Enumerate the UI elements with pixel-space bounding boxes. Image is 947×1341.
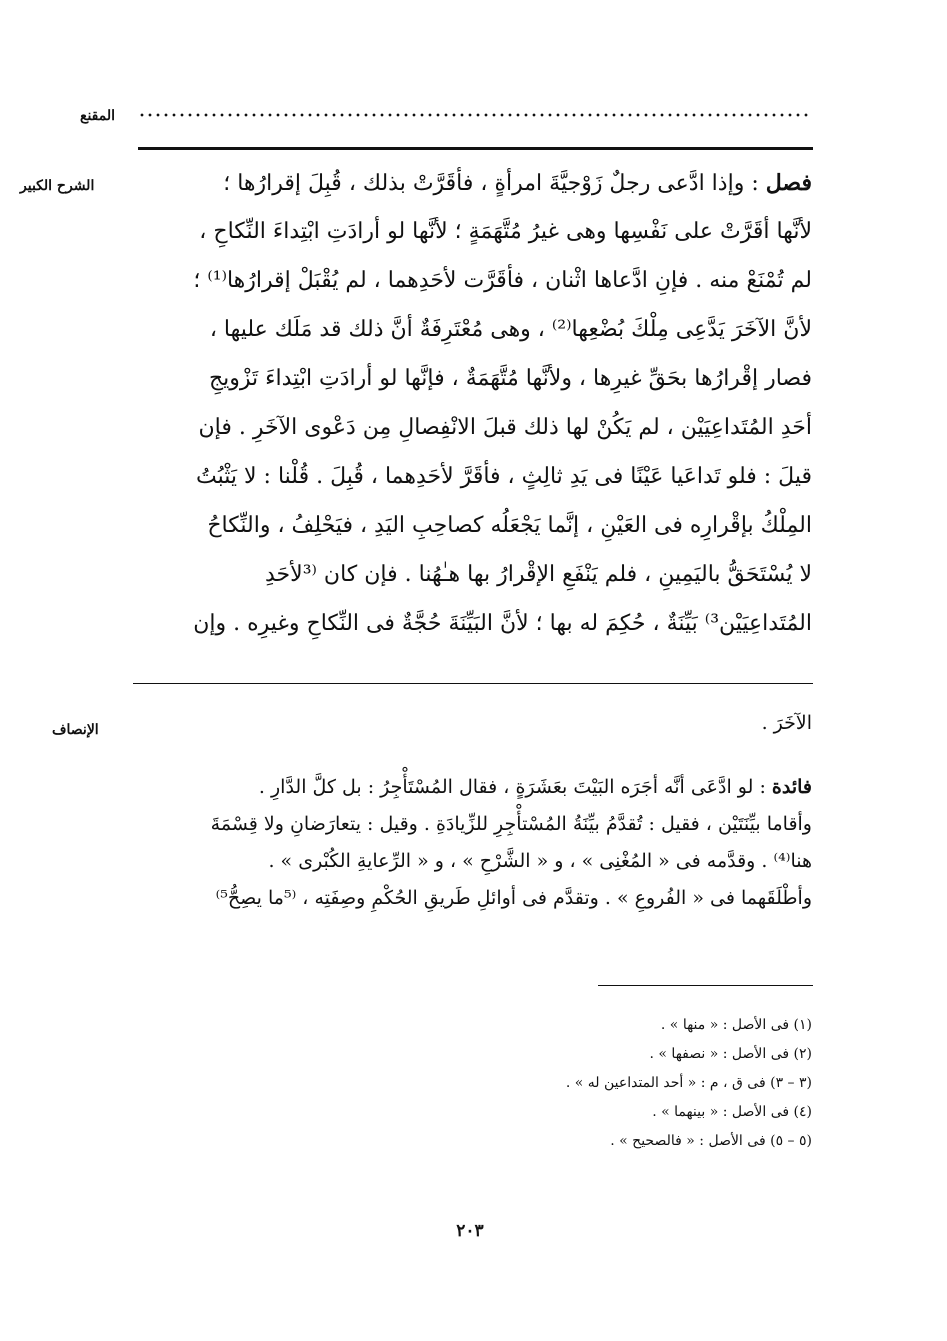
main-line: فصار إقْرارُها بحَقِّ غيرِها ، ولأنَّها مُتَّهَمَةٌ ، فإنَّها لو أرادَتِ ابْتِداءَ تَزْويجِ [208, 366, 812, 391]
footnote: (٤) فى الأصل : « بينهما » . [652, 1104, 812, 1120]
main-line: قيلَ : فلو تَداعَيا عَيْنًا فى يَدِ ثالِثٍ ، فأقَرَّ لأحَدِهما ، قُبِلَ . قُلْنا : لا يَثْبُتُ [196, 464, 812, 489]
main-line: لأنَّ الآخَرَ يَدَّعِى مِلْكَ بُضْعِها⁽²⁾ ، وهى مُعْتَرِفَةٌ أنَّ ذلك قد مَلَك عليها ، [209, 317, 812, 342]
margin-label-insaf: الإنصاف [52, 722, 99, 738]
footnote: (٥ – ٥) فى الأصل : « فالصحيح » . [610, 1133, 812, 1149]
main-line: أحَدِ المُتَداعِيَيْن ، لم يَكُنْ لها ذلك قبلَ الانْفِصالِ مِن دَعْوى الآخَرِ . فإن [198, 415, 812, 440]
insaf-line: وأطْلَقَهما فى « الفُروعِ » . وتقدَّم فى أوائلِ طَريقِ الحُكْمِ وصِفَتِه ، ⁽⁵ما يصِحُّ⁵⁾ [215, 887, 812, 909]
insaf-line [259, 776, 812, 798]
main-line: لا يُسْتَحَقُّ باليَمِينِ ، فلم يَنْفَعِ الإقْرارُ بها هـٰهُنا . فإن كان ⁽³لأحَدِ [265, 562, 812, 587]
section-divider [133, 683, 813, 684]
margin-label-sharh: الشرح الكبير [20, 178, 95, 194]
section-heading: فصل [765, 170, 812, 196]
main-commentary [135, 170, 812, 670]
main-line: لم تُمْنَعْ منه . فإنِ ادَّعاها اثْنان ، فأقَرَّت لأحَدِهما ، لم يُقْبَلْ إقرارُها⁽¹⁾ ؛ [193, 268, 812, 293]
running-header-title: المقنع [80, 108, 116, 124]
page-number: ٢٠٣ [456, 1221, 484, 1241]
footnote: (١) فى الأصل : « منها » . [660, 1017, 812, 1033]
faida-heading: فائدة [771, 776, 812, 798]
header-dotted-leader [138, 112, 810, 118]
main-line: المُتَداعِيَيْن³⁾ بَيِّنَةٌ ، حُكِمَ له بها ؛ لأنَّ البَيِّنَةَ حُجَّةٌ فى النِّكاحِ وغيرِه . وإن [193, 611, 812, 636]
main-line: المِلْكُ بإقْرارِه فى العَيْنِ ، إنَّما يَجْعَلُه كصاحِبِ اليَدِ ، فيَحْلِفُ ، والنِّكاحُ [207, 513, 812, 538]
main-line [223, 170, 812, 196]
insaf-line: هنا⁽⁴⁾ . وقدَّمه فى « المُغْنِى » ، و « الشَّرْحِ » ، و « الرِّعايةِ الكُبْرى » . [268, 850, 812, 872]
main-line-text: : وإذا ادَّعى رجلٌ زَوْجيَّةَ امرأةٍ ، فأقَرَّتْ بذلك ، قُبِلَ إقرارُها ؛ [223, 171, 759, 196]
insaf-line: الآخَرَ . [761, 712, 812, 734]
main-line: لأنَّها أقَرَّتْ على نَفْسِها وهى غيرُ مُتَّهَمَةٍ ؛ لأنَّها لو أرادَتِ ابْتِداءَ النِّكاحِ ، [199, 219, 812, 244]
footnote: (٣ – ٣) فى ق ، م : « أحد المتداعين له » . [565, 1075, 812, 1091]
insaf-line-text: : لو ادَّعَى أنَّه أجَرَه البَيْتَ بعَشَرَةٍ ، فقال المُسْتَأْجِرُ : بل كلَّ الدَّارِ . [258, 776, 766, 798]
insaf-line: وأقاما بيِّنَتَيْن ، فقيل : تُقدَّمُ بيِّنَةُ المُسْتأْجِرِ للزِّيادَةِ . وقيل : يتعارَضانِ ولا قِسْمَةَ [210, 813, 812, 835]
insaf-commentary [130, 712, 812, 962]
footnote: (٢) فى الأصل : « نصفها » . [649, 1046, 812, 1062]
header-rule [138, 147, 813, 150]
footnotes [300, 1017, 812, 1177]
footnote-rule [598, 985, 813, 986]
